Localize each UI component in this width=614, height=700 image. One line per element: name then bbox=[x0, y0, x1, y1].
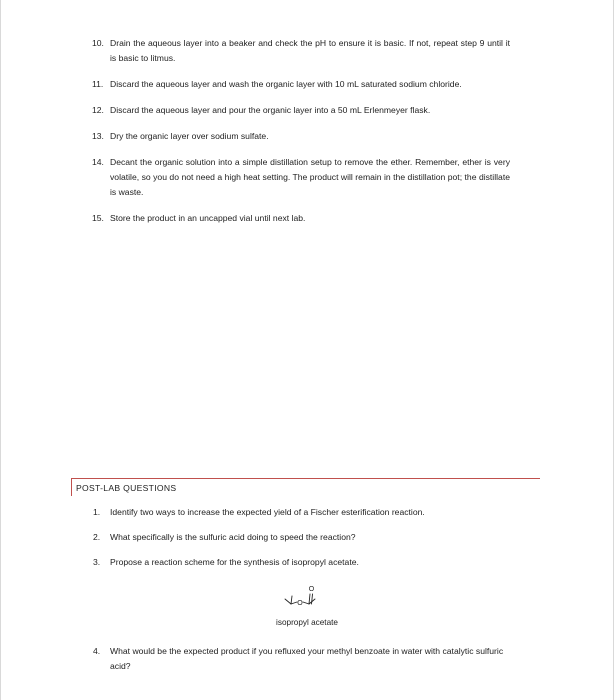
procedure-step-13 bbox=[92, 129, 510, 144]
ester-oxygen-label: O bbox=[297, 600, 303, 607]
step-text: Store the product in an uncapped vial until next lab. bbox=[110, 213, 306, 223]
question-text: Identify two ways to increase the expected yield of a Fischer esterification reaction. bbox=[110, 507, 425, 517]
step-number: 10. bbox=[92, 38, 104, 48]
procedure-step-11 bbox=[92, 77, 510, 92]
bond bbox=[285, 599, 291, 604]
step-text: Discard the aqueous layer and wash the organic layer with 10 mL saturated sodium chloride. bbox=[110, 79, 462, 89]
step-text: Discard the aqueous layer and pour the organic layer into a 50 mL Erlenmeyer flask. bbox=[110, 105, 431, 115]
procedure-step-10 bbox=[92, 36, 510, 66]
question-text: Propose a reaction scheme for the synthesis of isopropyl acetate. bbox=[110, 557, 359, 567]
question-text: What specifically is the sulfuric acid doing to speed the reaction? bbox=[110, 532, 356, 542]
postlab-question-2 bbox=[93, 530, 509, 545]
step-number: 14. bbox=[92, 157, 104, 167]
postlab-question-list bbox=[93, 505, 509, 570]
postlab-question-4 bbox=[93, 644, 526, 674]
step-number: 11. bbox=[92, 79, 104, 89]
postlab-question-3 bbox=[93, 555, 509, 570]
page-edge-left bbox=[0, 0, 1, 700]
bond bbox=[309, 594, 310, 604]
procedure-list bbox=[92, 36, 510, 237]
question-number: 1. bbox=[93, 507, 101, 517]
question-text: What would be the expected product if you refluxed your methyl benzoate in water with catalytic sulfuric acid? bbox=[110, 646, 504, 671]
procedure-step-12 bbox=[92, 103, 510, 118]
question-number: 4. bbox=[93, 646, 101, 656]
bond bbox=[291, 596, 292, 604]
step-number: 13. bbox=[92, 131, 104, 141]
postlab-question-1 bbox=[93, 505, 509, 520]
postlab-section-header bbox=[71, 478, 540, 496]
bond bbox=[303, 602, 309, 604]
section-title: POST-LAB QUESTIONS bbox=[76, 483, 177, 493]
step-number: 15. bbox=[92, 213, 104, 223]
question-number: 2. bbox=[93, 532, 101, 542]
procedure-step-15 bbox=[92, 211, 510, 226]
step-text: Dry the organic layer over sodium sulfate. bbox=[110, 131, 269, 141]
carbonyl-oxygen-label: O bbox=[308, 586, 315, 593]
step-text: Decant the organic solution into a simple distillation setup to remove the ether. Remember, ether is very volatile, so you do not need a high heat setting. The product will remain in the distillation pot; the distillate is waste. bbox=[110, 157, 510, 197]
procedure-step-14 bbox=[92, 155, 510, 200]
structure-caption: isopropyl acetate bbox=[276, 618, 338, 627]
step-text: Drain the aqueous layer into a beaker and check the pH to ensure it is basic. If not, repeat step 9 until it is basic to litmus. bbox=[110, 38, 510, 63]
question-number: 3. bbox=[93, 557, 101, 567]
isopropyl-acetate-structure bbox=[281, 582, 331, 612]
bond bbox=[291, 602, 297, 604]
step-number: 12. bbox=[92, 105, 104, 115]
bond bbox=[312, 594, 313, 604]
